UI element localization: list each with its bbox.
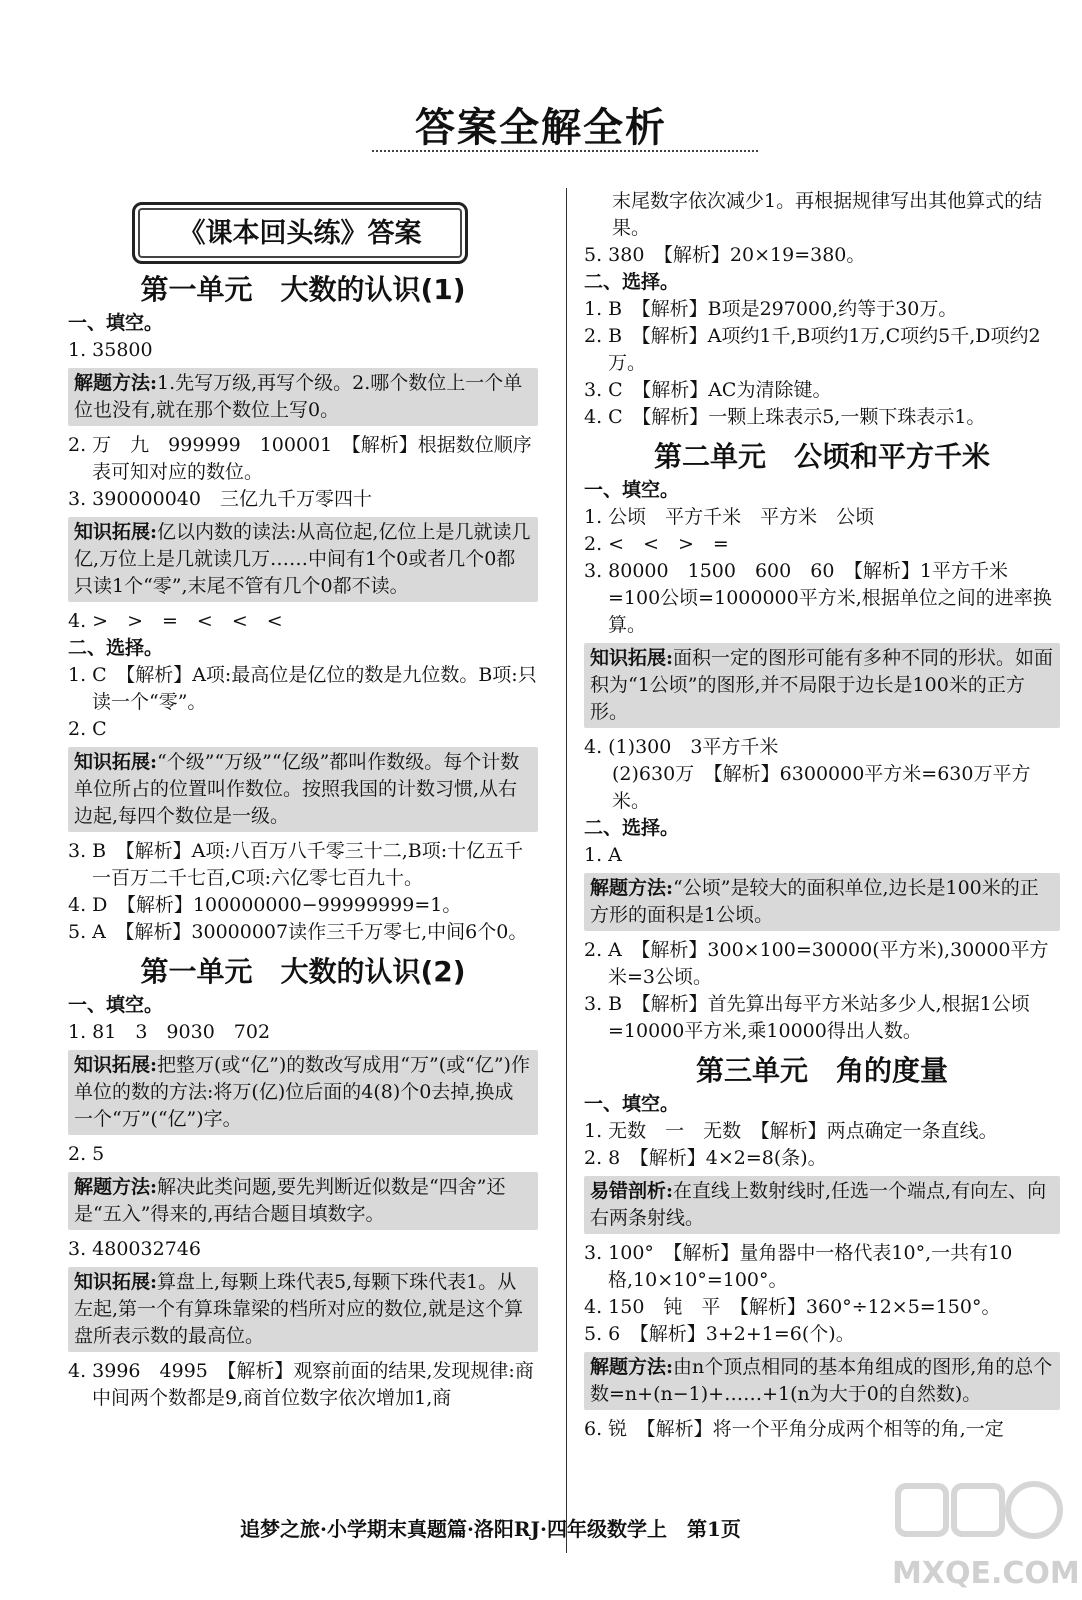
tip-box [68,1172,538,1230]
answer-line: 1. A [584,844,622,866]
tip-text: 由n个顶点相同的基本角组成的图形,角的总个数=n+(n−1)+……+1(n为大于0的自然数)。 [590,1356,1053,1405]
answer-line: 3. B 【解析】A项:八百万八千零三十二,B项:十亿五千一百万二千七百,C项:六亿零七百九十。 [68,840,524,889]
section-heading: 二、选择。 [584,817,680,839]
answer-line: 末尾数字依次减少1。再根据规律写出其他算式的结果。 [612,190,1043,239]
unit-title: 第一单元 大数的认识(2) [140,955,466,988]
left-column [68,188,538,1412]
tip-label: 解题方法: [590,1356,674,1378]
tip-label: 知识拓展: [74,1054,158,1076]
answer-line: 4. C 【解析】一颗上珠表示5,一颗下珠表示1。 [584,406,986,428]
tip-box [68,517,538,602]
section-heading: 一、填空。 [68,994,164,1016]
answer-line: 4. D 【解析】100000000−99999999=1。 [68,894,462,916]
section-banner: 《课本回头练》答案 [132,202,468,264]
answer-line: 3. C 【解析】AC为清除键。 [584,379,832,401]
answer-line: 2. < < > = [584,533,729,555]
tip-box [68,368,538,426]
answer-line: 3. 100° 【解析】量角器中一格代表10°,一共有10格,10×10°=100°。 [584,1242,1013,1291]
answer-line: 4. 3996 4995 【解析】观察前面的结果,发现规律:商中间两个数都是9,商首位数字依次增加1,商 [68,1360,534,1409]
section-heading: 一、填空。 [584,479,680,501]
answer-line: 1. C 【解析】A项:最高位是亿位的数是九位数。B项:只读一个“零”。 [68,664,537,713]
answer-line: 6. 锐 【解析】将一个平角分成两个相等的角,一定 [584,1418,1004,1440]
answer-line: 2. C [68,718,107,740]
tip-text: 亿以内数的读法:从高位起,亿位上是几就读几亿,万位上是几就读几万……中间有1个0或者几个0都只读1个“零”,末尾不管有几个0都不读。 [74,521,531,597]
tip-box [68,1050,538,1135]
watermark-text: MXQE.COM [892,1556,1080,1591]
tip-label: 解题方法: [590,877,674,899]
tip-text: 1.先写万级,再写个级。2.哪个数位上一个单位也没有,就在那个数位上写0。 [74,372,523,421]
answer-line: 2. A 【解析】300×100=30000(平方米),30000平方米=3公顷。 [584,939,1049,988]
answer-line: 4. 150 钝 平 【解析】360°÷12×5=150°。 [584,1296,1001,1318]
tip-label: 知识拓展: [74,751,158,773]
tip-text: “公顷”是较大的面积单位,边长是100米的正方形的面积是1公顷。 [590,877,1039,926]
tip-text: 解决此类问题,要先判断近似数是“四舍”还是“五入”得来的,再结合题目填数字。 [74,1176,506,1225]
answer-line: 2. 5 [68,1143,105,1165]
answer-line: 5. A 【解析】30000007读作三千万零七,中间6个0。 [68,921,528,943]
tip-text: 算盘上,每颗上珠代表5,每颗下珠代表1。从左起,第一个有算珠靠梁的档所对应的数位,就是这个算盘所表示数的最高位。 [74,1271,524,1347]
answer-line: 3. 80000 1500 600 60 【解析】1平方千米=100公顷=1000000平方米,根据单位之间的进率换算。 [584,560,1052,636]
answer-line: 1. B 【解析】B项是297000,约等于30万。 [584,298,958,320]
answer-line: 2. 万 九 999999 100001 【解析】根据数位顺序表可知对应的数位。 [68,434,532,483]
section-heading: 一、填空。 [68,312,164,334]
answer-line: 1. 无数 一 无数 【解析】两点确定一条直线。 [584,1120,998,1142]
answer-line: (2)630万 【解析】6300000平方米=630万平方米。 [612,763,1031,812]
right-column [584,188,1060,1443]
unit-title: 第二单元 公顷和平方千米 [653,440,990,473]
section-heading: 二、选择。 [584,271,680,293]
answer-line: 2. 8 【解析】4×2=8(条)。 [584,1147,827,1169]
tip-label: 知识拓展: [74,521,158,543]
tip-box [584,643,1060,728]
answer-line: 1. 81 3 9030 702 [68,1021,271,1043]
tip-text: 把整万(或“亿”)的数改写成用“万”(或“亿”)作单位的数的方法:将万(亿)位后面的4(8)个0去掉,换成一个“万”(“亿”)字。 [74,1054,530,1130]
answer-line: 3. B 【解析】首先算出每平方米站多少人,根据1公顷=10000平方米,乘10000得出人数。 [584,993,1030,1042]
tip-box [68,747,538,832]
section-heading: 一、填空。 [584,1093,680,1115]
answer-line: 5. 6 【解析】3+2+1=6(个)。 [584,1323,855,1345]
title-divider [372,150,758,152]
tip-label: 解题方法: [74,372,158,394]
section-heading: 二、选择。 [68,637,164,659]
page-title: 答案全解全析 [415,105,667,151]
answer-line: 1. 公顷 平方千米 平方米 公顷 [584,506,875,528]
tip-box [584,1352,1060,1410]
column-divider [566,188,567,1553]
answer-line: 2. B 【解析】A项约1千,B项约1万,C项约5千,D项约2万。 [584,325,1041,374]
answer-line: 3. 480032746 [68,1238,201,1260]
tip-box [584,873,1060,931]
tip-text: 面积一定的图形可能有多种不同的形状。如面积为“1公顷”的图形,并不局限于边长是100米的正方形。 [590,647,1054,723]
unit-title: 第一单元 大数的认识(1) [140,273,466,306]
answer-line: 4. > > = < < < [68,610,283,632]
tip-text: 在直线上数射线时,任选一个端点,有向左、向右两条射线。 [590,1180,1047,1229]
answer-line: 3. 390000040 三亿九千万零四十 [68,488,372,510]
tip-label: 知识拓展: [590,647,674,669]
tip-label: 易错剖析: [590,1180,674,1202]
tip-label: 知识拓展: [74,1271,158,1293]
tip-box [68,1267,538,1352]
answer-line: 1. 35800 [68,339,153,361]
tip-label: 解题方法: [74,1176,158,1198]
tip-box [584,1176,1060,1234]
answer-line: 5. 380 【解析】20×19=380。 [584,244,866,266]
page-footer: 追梦之旅·小学期末真题篇·洛阳RJ·四年级数学上 第1页 [240,1517,741,1541]
answer-line: 4. (1)300 3平方千米 [584,736,779,758]
unit-title: 第三单元 角的度量 [695,1054,948,1087]
tip-text: “个级”“万级”“亿级”都叫作数级。每个计数单位所占的位置叫作数位。按照我国的计数习惯,从右边起,每四个数位是一级。 [74,751,520,827]
